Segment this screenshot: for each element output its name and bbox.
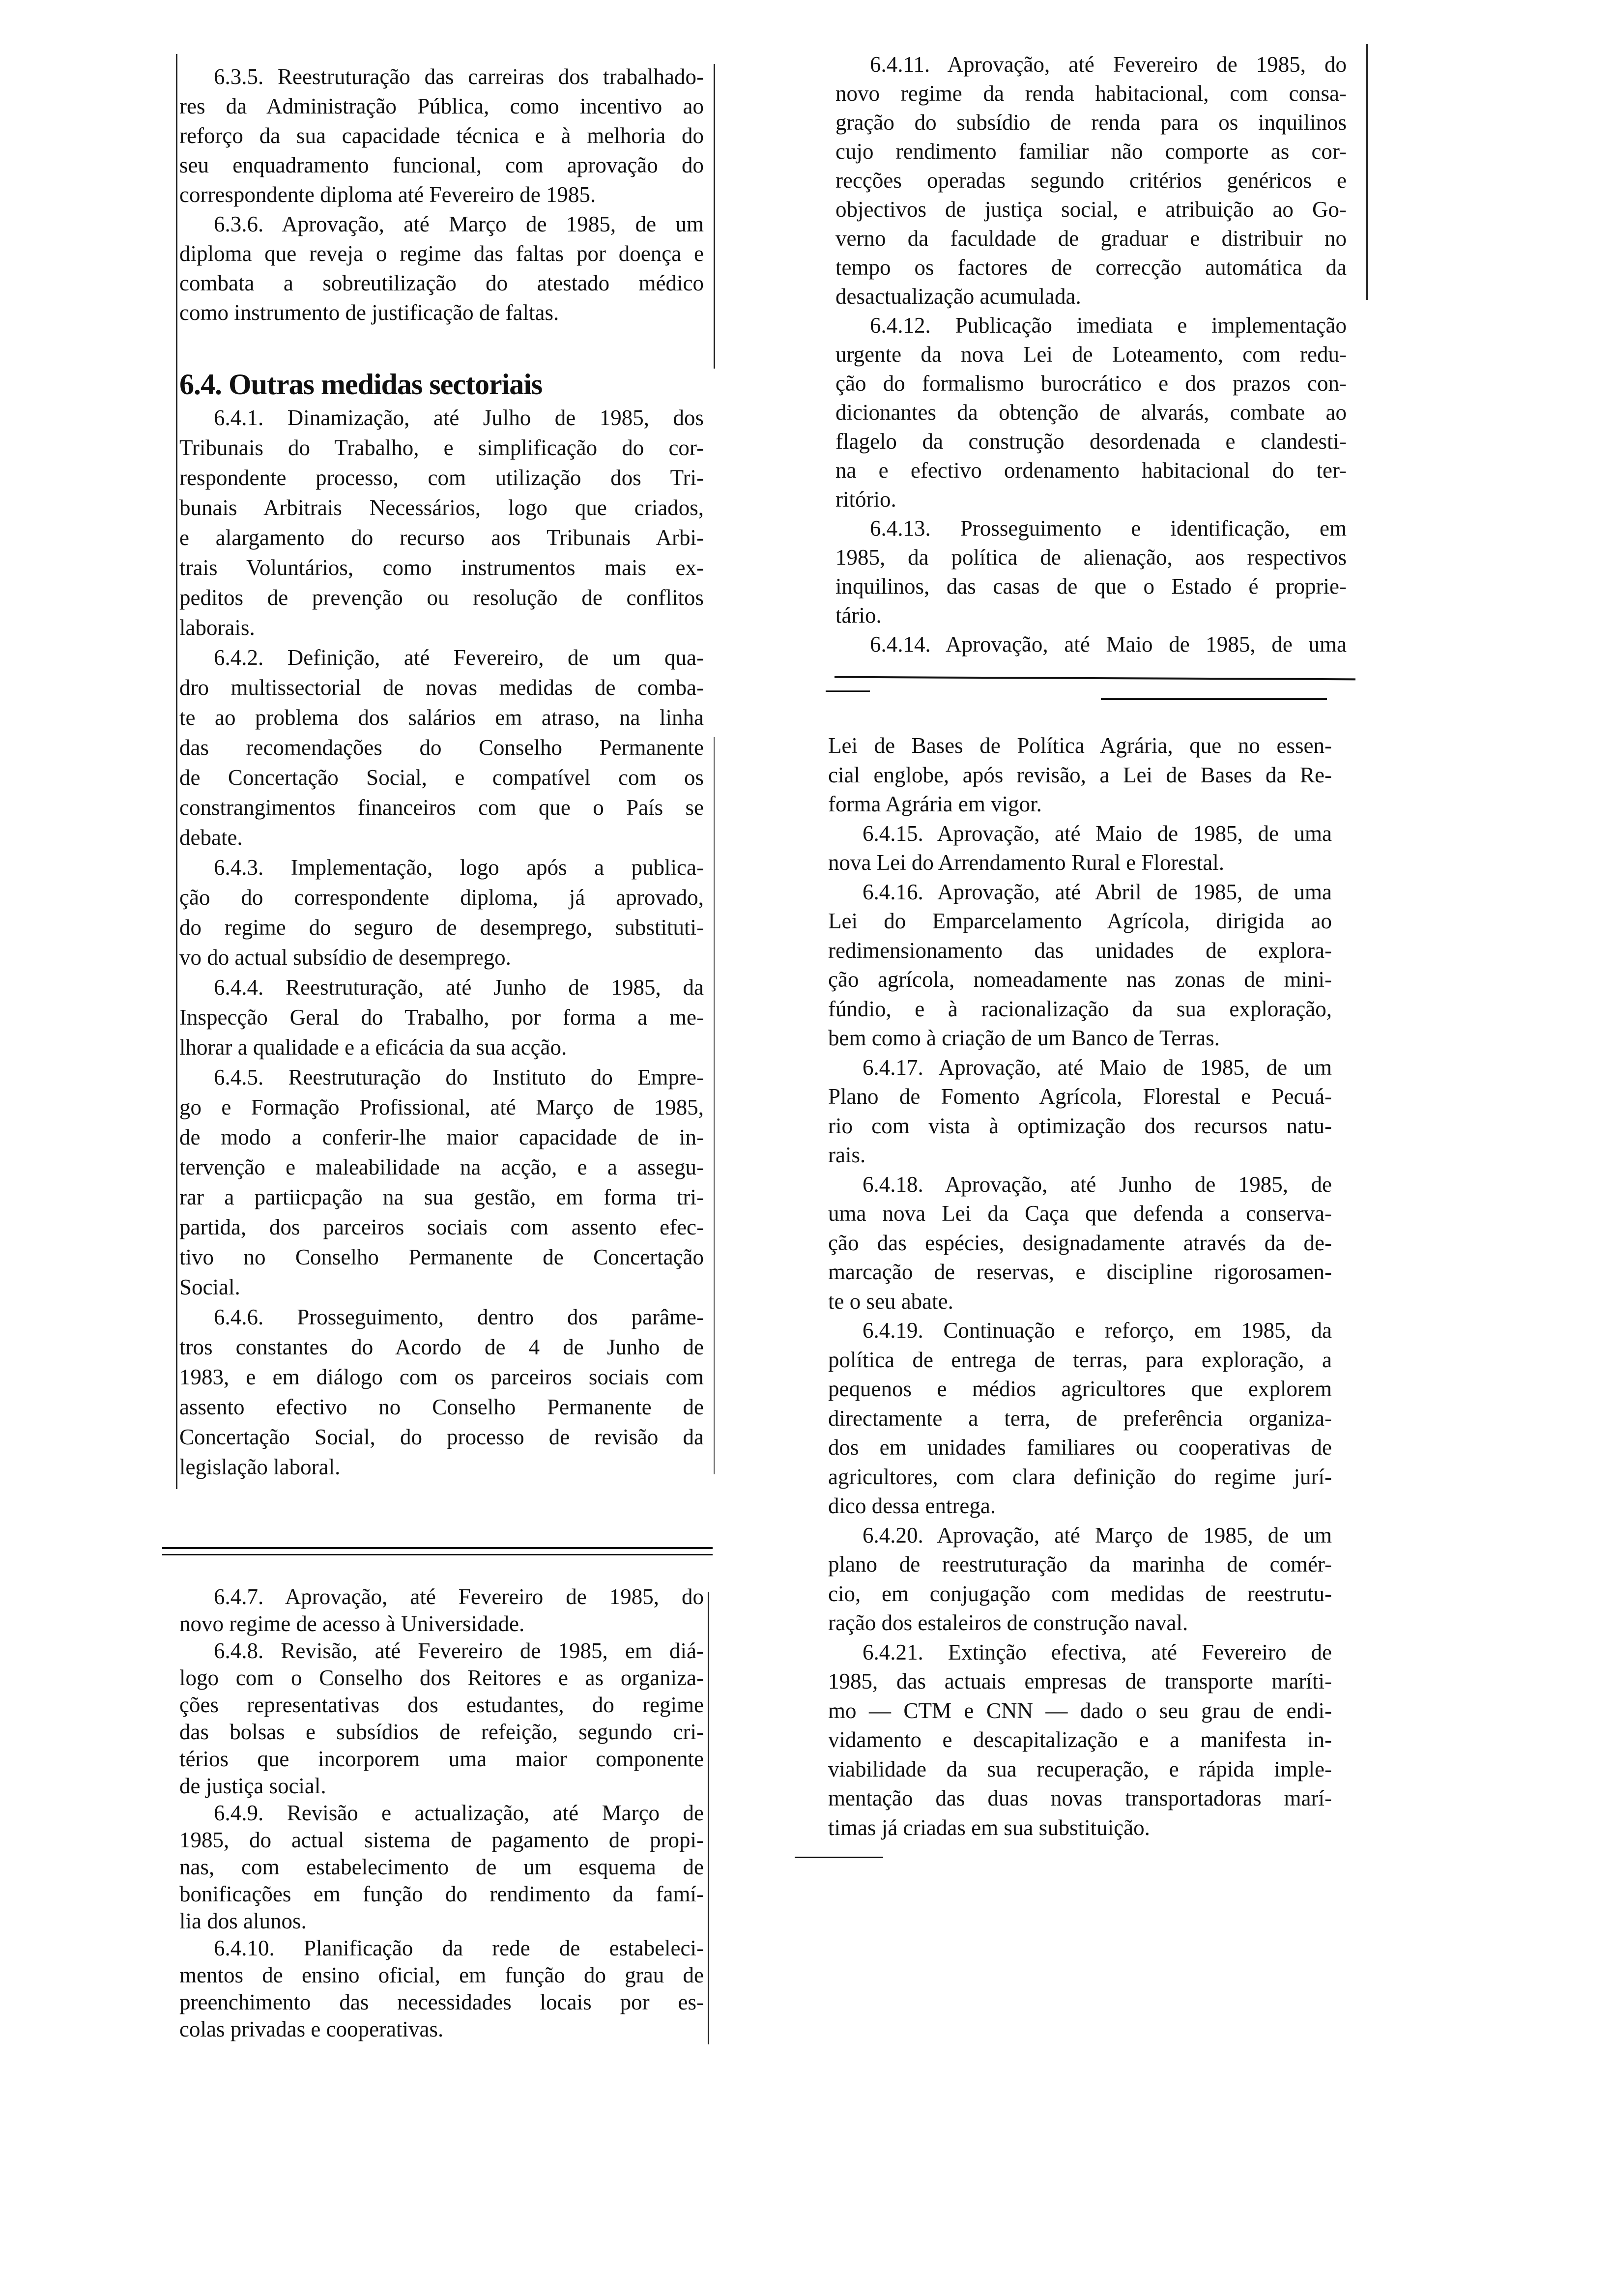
text-line: 6.4.2. Definição, até Fevereiro, de um qua- bbox=[214, 645, 704, 670]
text-line: 6.3.6. Aprovação, até Março de 1985, de um bbox=[214, 212, 704, 236]
paragraph bbox=[828, 1170, 1332, 1317]
text-line: rar a partiicpação na sua gestão, em forma tri- bbox=[179, 1185, 704, 1209]
text-line: peditos de prevenção ou resolução de conflitos bbox=[179, 585, 704, 610]
right-column-right-border bbox=[1366, 44, 1368, 300]
text-line: das recomendações do Conselho Permanente bbox=[179, 735, 704, 760]
page-break-rule bbox=[826, 690, 870, 692]
text-line: recções operadas segundo critérios genéricos e bbox=[835, 168, 1347, 193]
text-line: go e Formação Profissional, até Março de 1985, bbox=[179, 1095, 704, 1119]
paragraph bbox=[179, 1302, 704, 1482]
paragraph bbox=[828, 819, 1332, 878]
left-column-right-border bbox=[714, 64, 715, 369]
text-line: novo regime da renda habitacional, com consa- bbox=[835, 81, 1347, 106]
paragraph bbox=[179, 1062, 704, 1302]
text-line: ção das espécies, designadamente através da de- bbox=[828, 1230, 1332, 1255]
text-line: ritório. bbox=[835, 487, 896, 512]
column-divider-rule bbox=[162, 1547, 713, 1549]
text-line: dico dessa entrega. bbox=[828, 1493, 996, 1518]
text-line: tros constantes do Acordo de 4 de Junho de bbox=[179, 1335, 704, 1359]
text-line: de Concertação Social, e compatível com os bbox=[179, 765, 704, 790]
text-line: na e efectivo ordenamento habitacional do ter- bbox=[835, 458, 1347, 483]
text-line: forma Agrária em vigor. bbox=[828, 792, 1042, 816]
text-line: flagelo da construção desordenada e clandesti- bbox=[835, 429, 1347, 454]
text-line: dicionantes da obtenção de alvarás, combate ao bbox=[835, 400, 1347, 425]
text-line: urgente da nova Lei de Loteamento, com redu- bbox=[835, 342, 1347, 367]
paragraph bbox=[179, 1637, 704, 1800]
text-line: de justiça social. bbox=[179, 1774, 326, 1798]
text-line: logo com o Conselho dos Reitores e as organiza- bbox=[179, 1665, 704, 1690]
text-line: das bolsas e subsídios de refeição, segundo cri- bbox=[179, 1720, 704, 1744]
text-line: térios que incorporem uma maior componente bbox=[179, 1747, 704, 1771]
text-line: do regime do seguro de desemprego, substituti- bbox=[179, 915, 704, 940]
text-line: combata a sobreutilização do atestado médico bbox=[179, 271, 704, 295]
text-line: 6.4.4. Reestruturação, até Junho de 1985, da bbox=[214, 975, 704, 1000]
text-line: legislação laboral. bbox=[179, 1455, 341, 1479]
paragraph bbox=[835, 630, 1347, 659]
text-line: ção do formalismo burocrático e dos prazos con- bbox=[835, 371, 1347, 396]
paragraph bbox=[828, 1521, 1332, 1638]
text-line: 6.4.8. Revisão, até Fevereiro de 1985, em diá- bbox=[214, 1638, 704, 1663]
text-line: tempo os factores de correcção automática da bbox=[835, 255, 1347, 280]
left-block-2 bbox=[179, 403, 704, 1482]
text-line: 6.3.5. Reestruturação das carreiras dos trabalhado- bbox=[214, 64, 704, 89]
text-line: fúndio, e à racionalização da sua exploração, bbox=[828, 996, 1332, 1021]
text-line: ção do correspondente diploma, já aprovado, bbox=[179, 885, 704, 910]
text-line: Plano de Fomento Agrícola, Florestal e Pecuá- bbox=[828, 1084, 1332, 1109]
text-line: res da Administração Pública, como incentivo ao bbox=[179, 94, 704, 118]
paragraph bbox=[828, 731, 1332, 819]
text-line: política de entrega de terras, para exploração, a bbox=[828, 1347, 1332, 1372]
text-line: rio com vista à optimização dos recursos natu- bbox=[828, 1113, 1332, 1138]
text-line: vo do actual subsídio de desemprego. bbox=[179, 945, 511, 970]
text-line: 6.4.15. Aprovação, até Maio de 1985, de uma bbox=[863, 821, 1332, 846]
text-line: mentos de ensino oficial, em função do grau de bbox=[179, 1963, 704, 1987]
left-column-right-border-lower bbox=[714, 737, 715, 1474]
text-line: trais Voluntários, como instrumentos mais ex- bbox=[179, 555, 704, 580]
text-line: Lei de Bases de Política Agrária, que no essen- bbox=[828, 733, 1332, 758]
paragraph bbox=[835, 50, 1347, 311]
left-block-1 bbox=[179, 62, 704, 327]
left-border bbox=[176, 54, 177, 1489]
text-line: 6.4.21. Extinção efectiva, até Fevereiro de bbox=[863, 1639, 1332, 1665]
text-line: bonificações em função do rendimento da famí- bbox=[179, 1882, 704, 1906]
text-line: ção agrícola, nomeadamente nas zonas de mini- bbox=[828, 967, 1332, 992]
text-line: 6.4.10. Planificação da rede de estabeleci- bbox=[214, 1936, 704, 1960]
text-line: e alargamento do recurso aos Tribunais Arbi- bbox=[179, 525, 704, 550]
paragraph bbox=[835, 514, 1347, 630]
text-line: correspondente diploma até Fevereiro de 1985. bbox=[179, 182, 596, 207]
paragraph bbox=[179, 1935, 704, 2043]
text-line: ções representativas dos estudantes, do regime bbox=[179, 1693, 704, 1717]
text-line: respondente processo, com utilização dos Tri- bbox=[179, 465, 704, 490]
text-line: reforço da sua capacidade técnica e à melhoria do bbox=[179, 123, 704, 148]
text-line: dro multissectorial de novas medidas de comba- bbox=[179, 675, 704, 700]
text-line: objectivos de justiça social, e atribuição ao Go- bbox=[835, 197, 1347, 222]
column-divider-rule bbox=[162, 1554, 713, 1555]
text-line: uma nova Lei da Caça que defenda a conserva- bbox=[828, 1201, 1332, 1226]
text-line: novo regime de acesso à Universidade. bbox=[179, 1611, 525, 1636]
paragraph bbox=[179, 403, 704, 643]
text-line: viabilidade da sua recuperação, e rápida imple- bbox=[828, 1756, 1332, 1781]
text-line: cujo rendimento familiar não comporte as cor- bbox=[835, 139, 1347, 164]
text-line: tervenção e maleabilidade na acção, e a assegu- bbox=[179, 1155, 704, 1179]
end-rule bbox=[795, 1857, 883, 1858]
text-line: pequenos e médios agricultores que explorem bbox=[828, 1377, 1332, 1401]
text-line: 6.4.1. Dinamização, até Julho de 1985, dos bbox=[214, 405, 704, 430]
text-line: seu enquadramento funcional, com aprovação do bbox=[179, 153, 704, 177]
text-line: redimensionamento das unidades de explora- bbox=[828, 938, 1332, 963]
paragraph bbox=[179, 209, 704, 327]
text-line: assento efectivo no Conselho Permanente de bbox=[179, 1395, 704, 1419]
text-line: laborais. bbox=[179, 615, 255, 640]
text-line: 6.4.18. Aprovação, até Junho de 1985, de bbox=[863, 1172, 1332, 1197]
text-line: 1985, das actuais empresas de transporte maríti- bbox=[828, 1669, 1332, 1693]
text-line: lia dos alunos. bbox=[179, 1909, 307, 1933]
text-line: inquilinos, das casas de que o Estado é proprie- bbox=[835, 574, 1347, 599]
text-line: debate. bbox=[179, 825, 243, 850]
right-block-2 bbox=[828, 731, 1332, 1842]
paragraph bbox=[179, 1800, 704, 1935]
page-break-rule bbox=[1101, 698, 1327, 700]
page-break-rule bbox=[835, 676, 1355, 681]
paragraph bbox=[828, 1053, 1332, 1170]
text-line: 6.4.13. Prosseguimento e identificação, em bbox=[870, 516, 1347, 541]
text-line: 6.4.9. Revisão e actualização, até Março de bbox=[214, 1801, 704, 1825]
text-line: Concertação Social, do processo de revisão da bbox=[179, 1425, 704, 1449]
text-line: 6.4.12. Publicação imediata e implementação bbox=[870, 313, 1347, 338]
text-line: 1983, e em diálogo com os parceiros sociais com bbox=[179, 1365, 704, 1389]
text-line: verno da faculdade de graduar e distribuir no bbox=[835, 226, 1347, 251]
section-heading: 6.4. Outras medidas sectoriais bbox=[179, 368, 543, 401]
paragraph bbox=[179, 1583, 704, 1637]
paragraph bbox=[828, 878, 1332, 1053]
text-line: gração do subsídio de renda para os inquilinos bbox=[835, 110, 1347, 135]
text-line: 6.4.17. Aprovação, até Maio de 1985, de um bbox=[863, 1055, 1332, 1080]
text-line: 6.4.3. Implementação, logo após a publica- bbox=[214, 855, 704, 880]
paragraph bbox=[179, 643, 704, 853]
text-line: constrangimentos financeiros com que o País se bbox=[179, 795, 704, 820]
text-line: Lei do Emparcelamento Agrícola, dirigida ao bbox=[828, 909, 1332, 933]
text-line: lhorar a qualidade e a eficácia da sua acção. bbox=[179, 1035, 567, 1060]
text-line: tivo no Conselho Permanente de Concertação bbox=[179, 1245, 704, 1269]
text-line: de modo a conferir-lhe maior capacidade de in- bbox=[179, 1125, 704, 1149]
text-line: dos em unidades familiares ou cooperativas de bbox=[828, 1435, 1332, 1460]
text-line: timas já criadas em sua substituição. bbox=[828, 1815, 1150, 1840]
text-line: cial englobe, após revisão, a Lei de Bases da Re- bbox=[828, 762, 1332, 787]
text-line: Social. bbox=[179, 1275, 240, 1299]
text-line: 1985, do actual sistema de pagamento de propi- bbox=[179, 1828, 704, 1852]
text-line: 6.4.5. Reestruturação do Instituto do Empre- bbox=[214, 1065, 704, 1090]
text-line: mo — CTM e CNN — dado o seu grau de endi- bbox=[828, 1698, 1332, 1723]
text-line: directamente a terra, de preferência organiza- bbox=[828, 1406, 1332, 1431]
left-block-3 bbox=[179, 1583, 704, 2043]
paragraph bbox=[179, 853, 704, 973]
text-line: nova Lei do Arrendamento Rural e Florestal. bbox=[828, 850, 1225, 875]
text-line: rais. bbox=[828, 1143, 866, 1167]
paragraph bbox=[828, 1316, 1332, 1521]
text-line: partida, dos parceiros sociais com assento efec- bbox=[179, 1215, 704, 1239]
text-line: ração dos estaleiros de construção naval. bbox=[828, 1610, 1188, 1635]
text-line: bem como à criação de um Banco de Terras. bbox=[828, 1026, 1220, 1050]
text-line: bunais Arbitrais Necessários, logo que criados, bbox=[179, 495, 704, 520]
right-block-1 bbox=[835, 50, 1347, 659]
text-line: 6.4.20. Aprovação, até Março de 1985, de um bbox=[863, 1522, 1332, 1548]
paragraph bbox=[179, 62, 704, 209]
text-line: desactualização acumulada. bbox=[835, 284, 1081, 309]
paragraph bbox=[835, 311, 1347, 514]
text-line: 6.4.7. Aprovação, até Fevereiro de 1985, do bbox=[214, 1584, 704, 1609]
text-line: Tribunais do Trabalho, e simplificação do cor- bbox=[179, 435, 704, 460]
bottom-block-right-border bbox=[708, 1592, 709, 2044]
paragraph bbox=[828, 1638, 1332, 1843]
text-line: 6.4.11. Aprovação, até Fevereiro de 1985, do bbox=[870, 52, 1347, 77]
text-line: cio, em conjugação com medidas de reestrutu- bbox=[828, 1581, 1332, 1606]
paragraph bbox=[179, 973, 704, 1062]
text-line: colas privadas e cooperativas. bbox=[179, 2017, 444, 2041]
text-line: 6.4.19. Continuação e reforço, em 1985, da bbox=[863, 1318, 1332, 1343]
text-line: como instrumento de justificação de faltas. bbox=[179, 300, 559, 325]
text-line: Inspecção Geral do Trabalho, por forma a me- bbox=[179, 1005, 704, 1030]
text-line: te o seu abate. bbox=[828, 1289, 953, 1314]
text-line: 6.4.16. Aprovação, até Abril de 1985, de uma bbox=[863, 879, 1332, 904]
text-line: 6.4.14. Aprovação, até Maio de 1985, de uma bbox=[870, 632, 1347, 657]
text-line: plano de reestruturação da marinha de comér- bbox=[828, 1552, 1332, 1577]
text-line: tário. bbox=[835, 603, 882, 628]
text-line: diploma que reveja o regime das faltas por doença e bbox=[179, 241, 704, 266]
text-line: preenchimento das necessidades locais por es- bbox=[179, 1990, 704, 2014]
text-line: marcação de reservas, e discipline rigorosamen- bbox=[828, 1260, 1332, 1284]
text-line: vidamento e descapitalização e a manifesta in- bbox=[828, 1727, 1332, 1752]
text-line: 1985, da política de alienação, aos respectivos bbox=[835, 545, 1347, 570]
text-line: mentação das duas novas transportadoras marí- bbox=[828, 1786, 1332, 1810]
text-line: nas, com estabelecimento de um esquema de bbox=[179, 1855, 704, 1879]
text-line: agricultores, com clara definição do regime jurí- bbox=[828, 1464, 1332, 1489]
text-line: te ao problema dos salários em atraso, na linha bbox=[179, 705, 704, 730]
text-line: 6.4.6. Prosseguimento, dentro dos parâme- bbox=[214, 1305, 704, 1329]
